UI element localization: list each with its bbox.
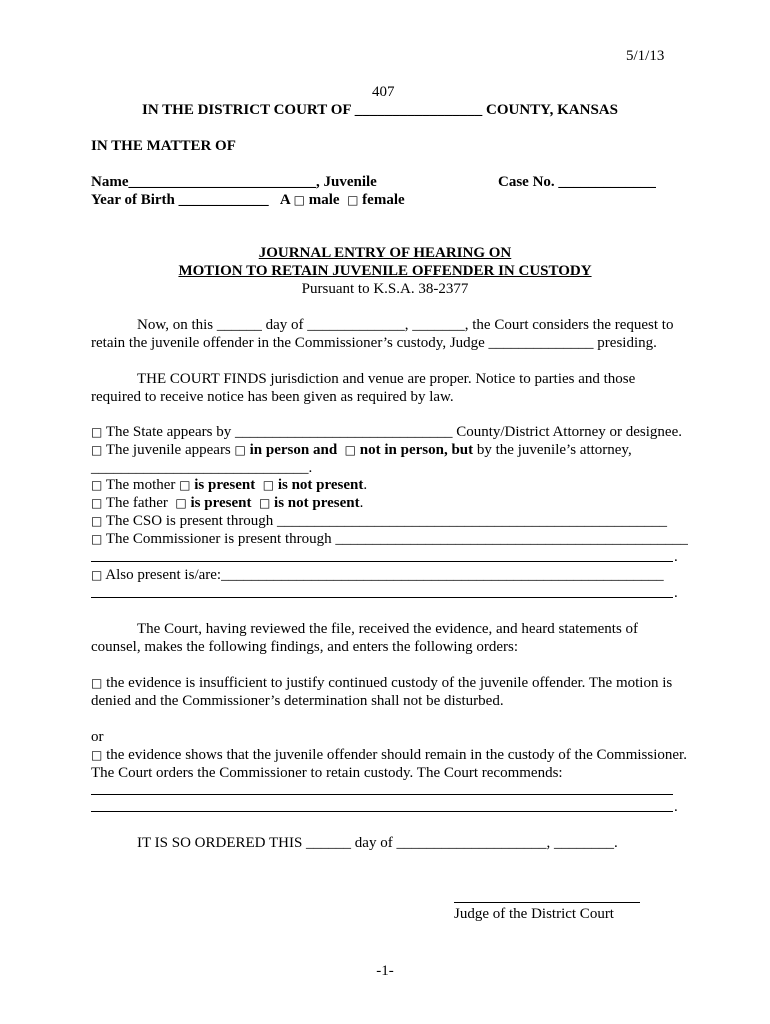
title-line-1: JOURNAL ENTRY OF HEARING ON (258, 245, 512, 261)
form-number: 407 (372, 84, 395, 100)
commissioner-line (91, 530, 688, 548)
period: . (359, 495, 364, 511)
court-heading (142, 101, 618, 119)
male-label: male (308, 192, 340, 208)
female-label: female (362, 192, 405, 208)
court-suffix: COUNTY, KANSAS (485, 102, 618, 118)
attorney-blank[interactable]: _____________________________. (91, 460, 313, 476)
checkbox-icon[interactable]: □ (347, 193, 359, 207)
period: . (674, 585, 678, 601)
mother-is-not-present: is not present (277, 477, 364, 493)
paragraph-3-line-1: The Court, having reviewed the file, received the evidence, and heard statements of (137, 621, 639, 637)
mother-label: The mother (105, 477, 176, 493)
also-present-text: Also present is/are:___________________________________________________________ (105, 567, 664, 583)
state-appears-line (91, 423, 682, 441)
commissioner-text: The Commissioner is present through _______________________________________________ (105, 531, 688, 547)
case-label: Case No. (498, 174, 555, 190)
name-label: Name (91, 174, 129, 190)
father-is-present: is present (190, 495, 252, 511)
blank-line[interactable] (91, 561, 673, 562)
father-is-not-present: is not present (274, 495, 360, 511)
checkbox-icon[interactable]: □ (258, 496, 271, 510)
checkbox-icon[interactable]: □ (91, 676, 103, 690)
option-insufficient-line-2: denied and the Commissioner’s determination shall not be disturbed. (91, 693, 504, 709)
option-remain-line-1 (91, 746, 687, 764)
checkbox-icon[interactable]: □ (91, 748, 103, 762)
county-blank[interactable]: _________________ (354, 102, 483, 118)
paragraph-1-line-2: retain the juvenile offender in the Commissioner’s custody, Judge ______________ presiding. (91, 335, 657, 351)
checkbox-icon[interactable]: □ (91, 568, 103, 582)
father-line (91, 494, 363, 512)
option-remain-line-2: The Court orders the Commissioner to retain custody. The Court recommends: (91, 765, 563, 781)
matter-heading: IN THE MATTER OF (91, 138, 236, 154)
form-date: 5/1/13 (626, 48, 665, 64)
checkbox-icon[interactable]: □ (91, 532, 103, 546)
name-blank[interactable]: _________________________ (128, 174, 316, 190)
cso-text: The CSO is present through ____________________________________________________ (105, 513, 668, 529)
also-present-line (91, 566, 664, 584)
mother-line (91, 476, 367, 494)
checkbox-icon[interactable]: □ (91, 425, 103, 439)
checkbox-icon[interactable]: □ (234, 443, 246, 457)
title-line-2: MOTION TO RETAIN JUVENILE OFFENDER IN CUSTODY (178, 263, 592, 279)
checkbox-icon[interactable]: □ (179, 478, 191, 492)
checkbox-icon[interactable]: □ (175, 496, 187, 510)
statute-reference: Pursuant to K.S.A. 38-2377 (301, 281, 469, 297)
checkbox-icon[interactable]: □ (91, 514, 103, 528)
juvenile-appears-line (91, 441, 680, 459)
option-insufficient-line-1 (91, 674, 672, 692)
or-label: or (91, 729, 104, 745)
option-remain-text: the evidence shows that the juvenile offender should remain in the custody of the Commissioner. (106, 747, 687, 763)
checkbox-icon[interactable]: □ (91, 496, 103, 510)
checkbox-icon[interactable]: □ (91, 443, 103, 457)
court-prefix: IN THE DISTRICT COURT OF (142, 102, 351, 118)
paragraph-3-line-2: counsel, makes the following findings, and enters the following orders: (91, 639, 518, 655)
period: . (674, 549, 678, 565)
recommendation-line[interactable] (91, 794, 673, 795)
page-number: -1- (376, 963, 394, 979)
attorney-text: by the juvenile’s attorney, (476, 442, 632, 458)
name-line (91, 173, 377, 191)
checkbox-icon[interactable]: □ (262, 478, 275, 492)
judge-title: Judge of the District Court (454, 906, 614, 922)
blank-line[interactable] (91, 597, 673, 598)
checkbox-icon[interactable]: □ (293, 193, 305, 207)
period: . (363, 477, 368, 493)
father-label: The father (105, 495, 168, 511)
checkbox-icon[interactable]: □ (91, 478, 103, 492)
paragraph-1-line-1: Now, on this ______ day of _____________, _______, the Court considers the request to (137, 317, 674, 333)
so-ordered-line: IT IS SO ORDERED THIS ______ day of ____________________, ________. (137, 835, 618, 851)
not-in-person-option: not in person, but (359, 442, 474, 458)
paragraph-2-line-1: THE COURT FINDS jurisdiction and venue are proper. Notice to parties and those (137, 371, 636, 387)
yob-blank[interactable]: ____________ (178, 192, 269, 208)
judge-signature-line[interactable] (454, 902, 640, 903)
juvenile-label: , Juvenile (316, 174, 377, 190)
checkbox-icon[interactable]: □ (344, 443, 357, 457)
state-appears-text: The State appears by _____________________________ County/District Attorney or designee. (105, 424, 682, 440)
cso-line (91, 512, 667, 530)
recommendation-line[interactable] (91, 811, 673, 812)
yob-label: Year of Birth (91, 192, 175, 208)
year-of-birth-line (91, 191, 405, 209)
option-insufficient-text: the evidence is insufficient to justify continued custody of the juvenile offender. The motion is (106, 675, 673, 691)
paragraph-2-line-2: required to receive notice has been given as required by law. (91, 389, 454, 405)
mother-is-present: is present (194, 477, 256, 493)
case-line (498, 173, 656, 191)
juvenile-appears-text: The juvenile appears (105, 442, 231, 458)
sex-label: A (279, 192, 290, 208)
case-blank[interactable]: _____________ (558, 174, 656, 190)
in-person-option: in person and (249, 442, 338, 458)
period: . (674, 799, 678, 815)
